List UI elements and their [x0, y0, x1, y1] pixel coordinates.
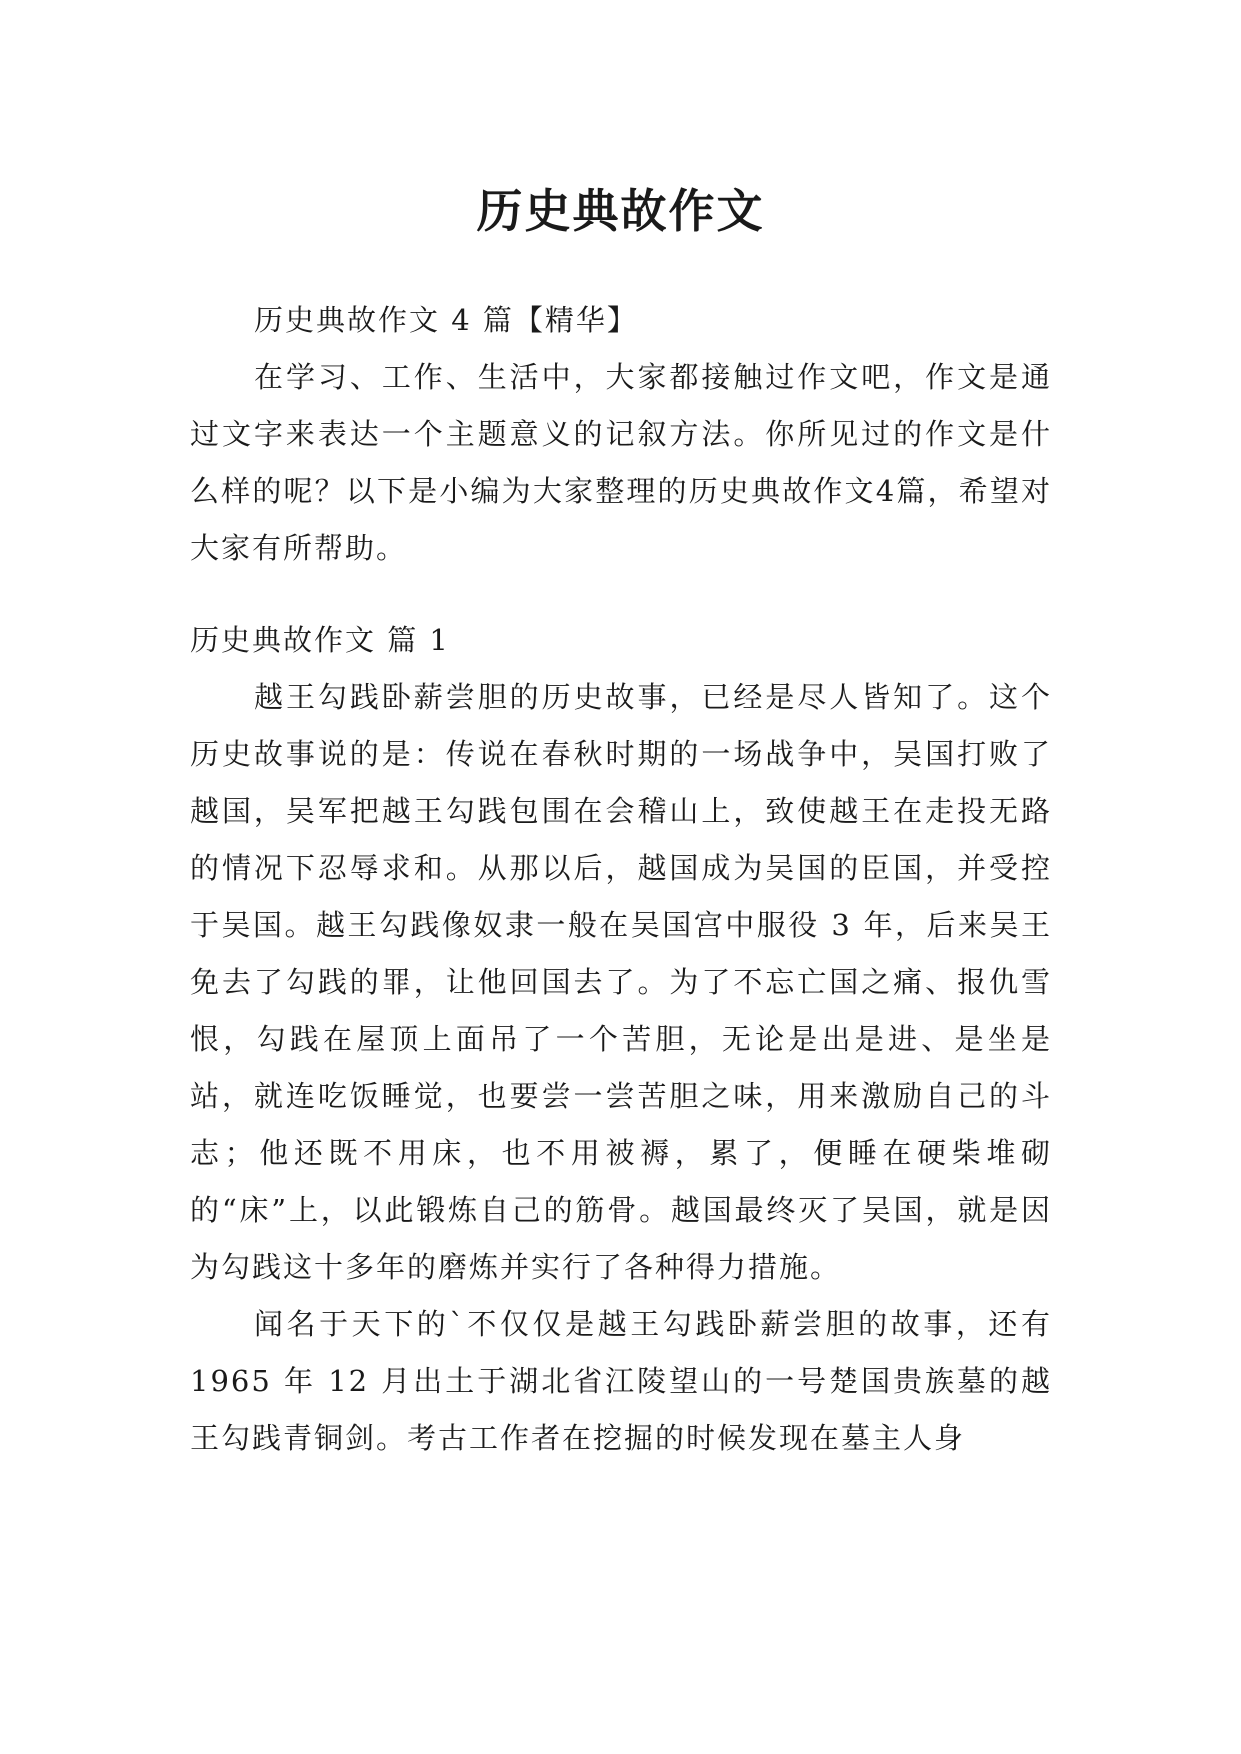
document-subtitle: 历史典故作文 4 篇【精华】	[254, 303, 638, 337]
section-paragraph: 越王勾践卧薪尝胆的历史故事，已经是尽人皆知了。这个历史故事说的是：传说在春秋时期的一场战争中，吴国打败了越国，吴军把越王勾践包围在会稽山上，致使越王在走投无路的情况下忍辱求和。从那以后，越国成为吴国的臣国，并受控于吴国。越王勾践像奴隶一般在吴国宫中服役 3 年，后来吴王免去了勾践的罪，让他回国去了。为了不忘亡国之痛、报仇雪恨，勾践在屋顶上面吊了一个苦胆，无论是出是进、是坐是站，就连吃饭睡觉，也要尝一尝苦胆之味，用来激励自己的斗志；他还既不用床，也不用被褥，累了，便睡在硬柴堆砌的“床”上，以此锻炼自己的筋骨。越国最终灭了吴国，就是因为勾践这十多年的磨炼并实行了各种得力措施。	[190, 680, 1052, 1284]
section-heading: 历史典故作文 篇 1	[190, 623, 450, 657]
intro-paragraph: 在学习、工作、生活中，大家都接触过作文吧，作文是通过文字来表达一个主题意义的记叙方法。你所见过的作文是什么样的呢？以下是小编为大家整理的历史典故作文4篇，希望对大家有所帮助。	[190, 360, 1052, 565]
intro-block	[190, 292, 1052, 577]
section-paragraph: 闻名于天下的`不仅仅是越王勾践卧薪尝胆的故事，还有 1965 年 12 月出土于湖北省江陵望山的一号楚国贵族墓的越王勾践青铜剑。考古工作者在挖掘的时候发现在墓主人身	[190, 1307, 1052, 1455]
document-title: 历史典故作文	[476, 183, 765, 238]
section-1	[190, 612, 1052, 1467]
